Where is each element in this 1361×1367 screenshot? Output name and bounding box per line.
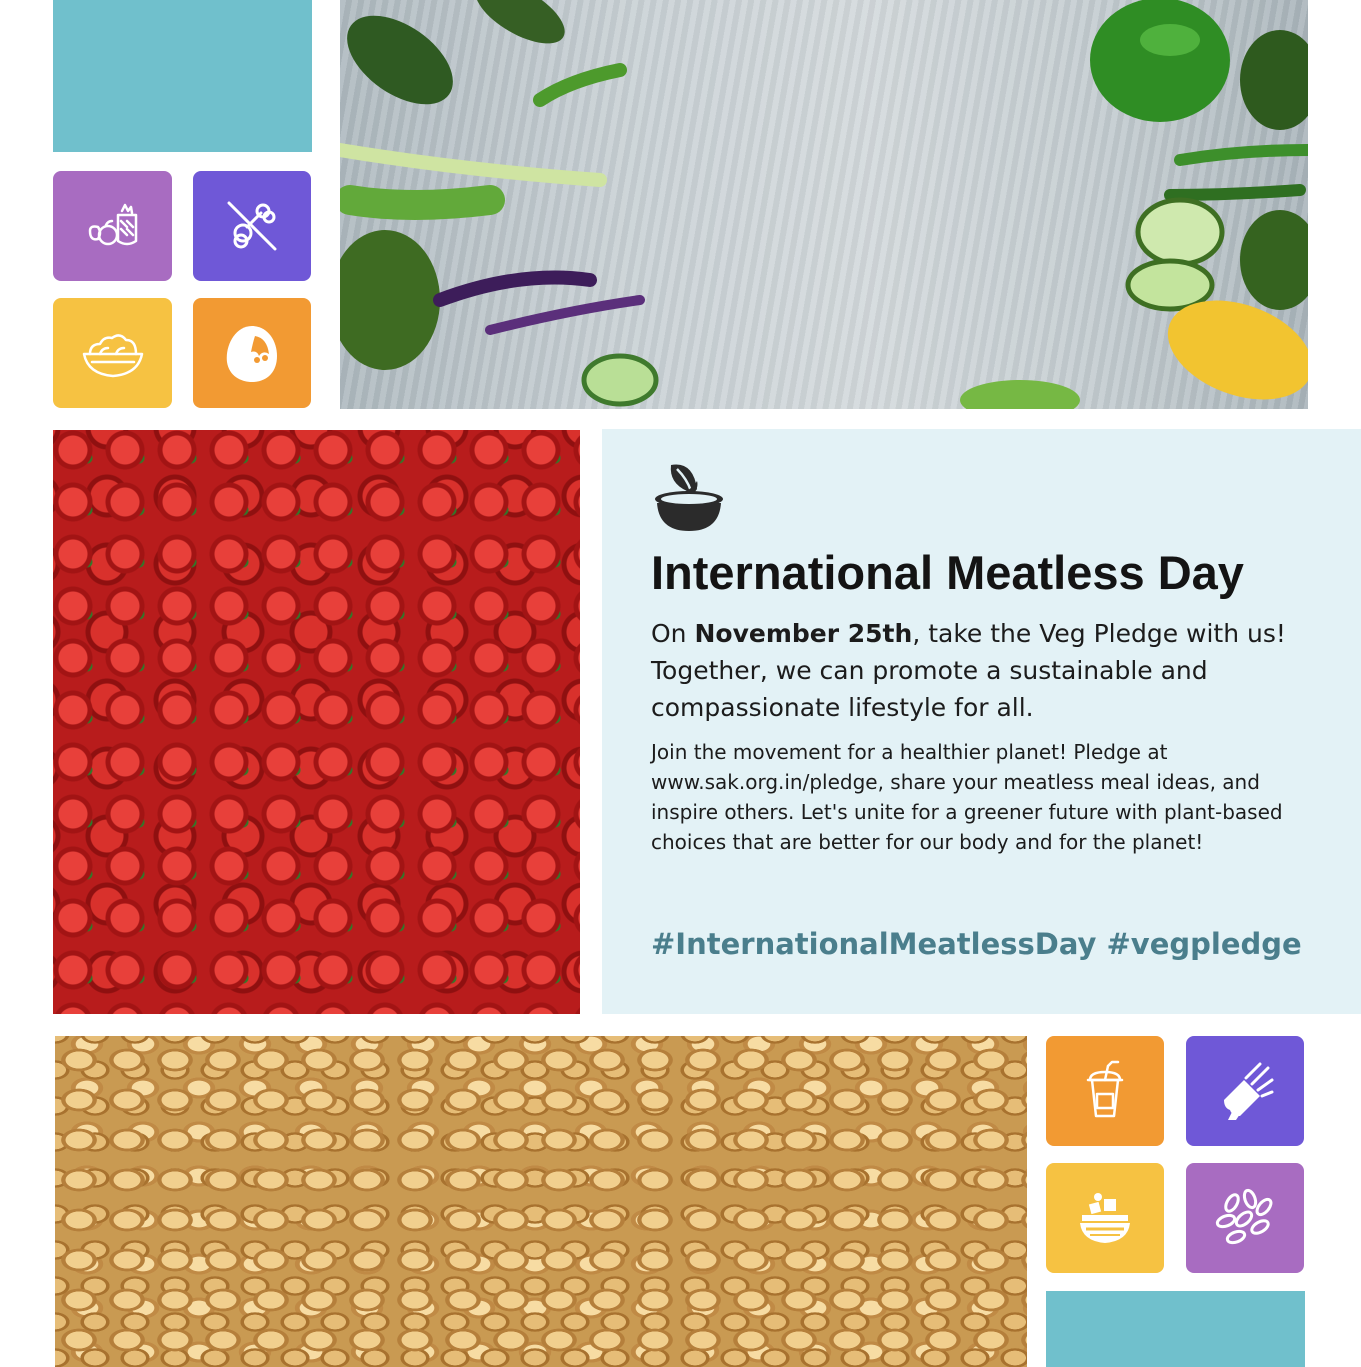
event-date: November 25th — [694, 619, 913, 648]
fruits-icon — [78, 191, 148, 261]
seeds-icon — [1210, 1183, 1280, 1253]
strawberries-photo — [53, 430, 580, 1014]
teal-block-top — [53, 0, 312, 152]
food-bowl-icon — [1070, 1183, 1140, 1253]
megaphone-icon — [1210, 1056, 1280, 1126]
megaphone-tile — [1186, 1036, 1304, 1146]
smoothie-cup-icon — [1070, 1056, 1140, 1126]
lead-prefix: On — [651, 619, 695, 648]
coconut-icon — [217, 318, 287, 388]
hashtags: #InternationalMeatlessDay #vegpledge — [651, 927, 1302, 961]
info-panel — [602, 429, 1361, 1014]
smoothie-tile — [1046, 1036, 1164, 1146]
page-title: International Meatless Day — [651, 546, 1244, 599]
lead-suffix: , take the Veg Pledge with us! Together, we can promote a sustainable and compassionate lifestyle for all. — [651, 619, 1286, 722]
no-meat-tile — [193, 171, 311, 281]
coconut-tile — [193, 298, 311, 408]
wheat-photo — [55, 1036, 1027, 1367]
vegetables-photo — [340, 0, 1308, 409]
no-meat-icon — [217, 191, 287, 261]
salad-bowl-tile — [53, 298, 172, 408]
bowl-leaf-icon — [651, 459, 727, 535]
seeds-tile — [1186, 1163, 1304, 1273]
salad-bowl-icon — [78, 318, 148, 388]
food-bowl-tile — [1046, 1163, 1164, 1273]
fruits-tile — [53, 171, 172, 281]
lead-text — [651, 615, 1331, 726]
teal-block-bottom — [1046, 1291, 1305, 1367]
body-text: Join the movement for a healthier planet! Pledge at www.sak.org.in/pledge, share your meatless meal ideas, and inspire others. Let's unite for a greener future with plant-based choices that are better for our body and for the planet! — [651, 740, 1283, 854]
